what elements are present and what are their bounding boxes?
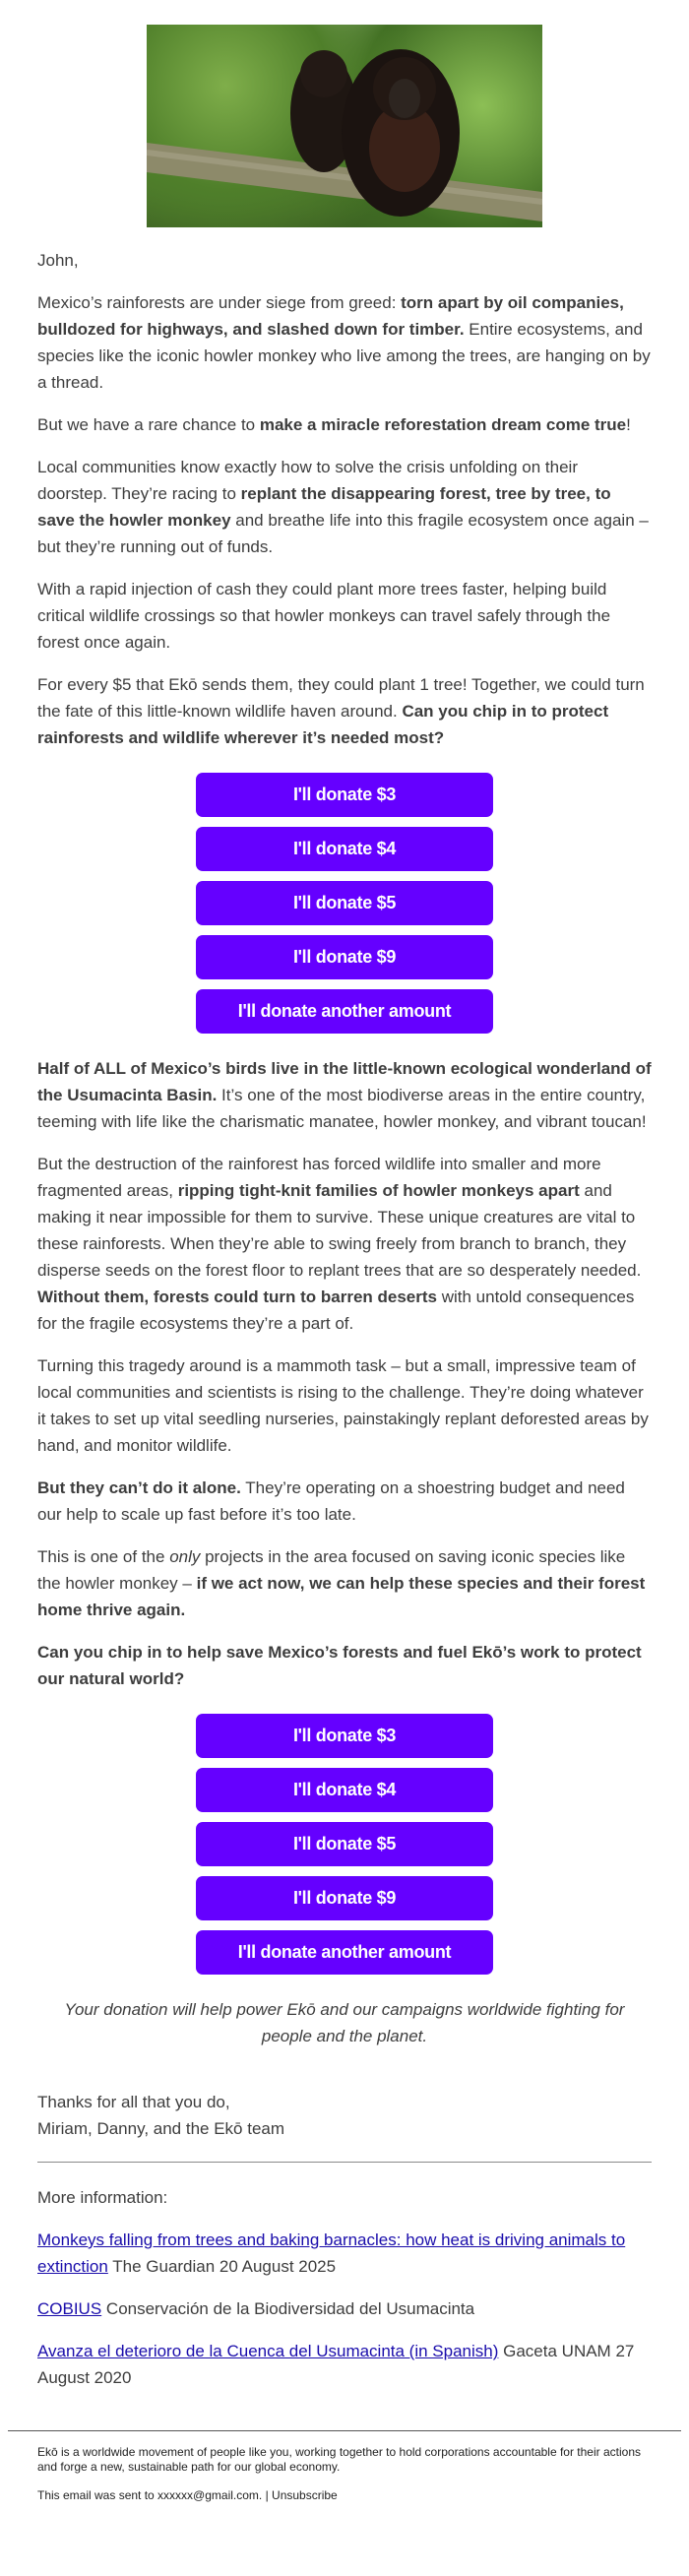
bold-text: But they can’t do it alone. (37, 1478, 241, 1497)
donate-buttons-group-1 (37, 773, 652, 1034)
paragraph (37, 1055, 652, 1135)
text: projects in the area focused on saving iconic species like the howler monkey – (37, 1547, 626, 1593)
bold-text: torn apart by oil companies, bulldozed for highways, and slashed down for timber. (37, 293, 624, 339)
more-info-item (37, 2338, 652, 2391)
paragraph: With a rapid injection of cash they could plant more trees faster, helping build critical wildlife crossings so that howler monkeys can travel safely through the forest once again. (37, 580, 611, 652)
donate-other-amount-button[interactable]: I'll donate another amount (196, 1930, 493, 1975)
text: They’re operating on a shoestring budget and need our help to scale up fast before it’s too late. (37, 1478, 625, 1524)
text: ! (626, 415, 631, 434)
signoff-line: Thanks for all that you do, (37, 2093, 230, 2111)
text: with untold consequences for the fragile ecosystems they’re a part of. (37, 1288, 635, 1333)
donate-3-button[interactable]: I'll donate $3 (196, 773, 493, 817)
more-info-item (37, 2227, 652, 2280)
bold-text: Without them, forests could turn to barren deserts (37, 1288, 437, 1306)
text: It’s one of the most biodiverse areas in the entire country, teeming with life like the charismatic manatee, howler monkey, and vibrant toucan! (37, 1086, 647, 1131)
text: and making it near impossible for them to survive. These unique creatures are vital to these rainforests. When they’re able to swing freely from branch to branch, they disperse seeds on the forest floor to replant trees that are so desperately needed. (37, 1181, 642, 1280)
footer (8, 2430, 681, 2576)
text: Local communities know exactly how to solve the crisis unfolding on their doorstep. They’re racing to (37, 458, 578, 503)
donate-5-button[interactable]: I'll donate $5 (196, 1822, 493, 1866)
more-info-item (37, 2295, 652, 2322)
donate-4-button[interactable]: I'll donate $4 (196, 1768, 493, 1812)
greeting: John, (37, 251, 79, 270)
source-text: Gaceta UNAM 27 August 2020 (37, 2342, 635, 2387)
italic-text: only (169, 1547, 201, 1566)
howler-monkey-photo (147, 25, 542, 227)
paragraph (37, 1639, 652, 1692)
bold-text: Can you chip in to help save Mexico’s forests and fuel Ekō’s work to protect our natural world? (37, 1643, 642, 1688)
more-info-heading: More information: (37, 2188, 168, 2207)
source-text: Conservación de la Biodiversidad del Usumacinta (101, 2299, 475, 2318)
paragraph (37, 289, 652, 396)
bold-text: ripping tight-knit families of howler monkeys apart (177, 1181, 580, 1200)
bold-text: make a miracle reforestation dream come true (259, 415, 627, 434)
paragraph (37, 1151, 652, 1337)
paragraph (37, 1543, 652, 1623)
donate-9-button[interactable]: I'll donate $9 (196, 1876, 493, 1920)
text: This is one of the (37, 1547, 170, 1566)
monkey-illustration (147, 25, 542, 227)
footer-about: Ekō is a worldwide movement of people like you, working together to hold corporations accountable for their actions and forge a new, sustainable path for our global economy. (37, 2445, 642, 2474)
donate-4-button[interactable]: I'll donate $4 (196, 827, 493, 871)
text: For every $5 that Ekō sends them, they could plant 1 tree! Together, we could turn the fate of this little-known wildlife haven around. (37, 675, 645, 721)
paragraph (37, 454, 652, 560)
bold-text: replant the disappearing forest, tree by tree, to save the howler monkey (37, 484, 611, 530)
text: Mexico’s rainforests are under siege from greed: (37, 293, 402, 312)
donation-tagline: Your donation will help power Ekō and our campaigns worldwide fighting for people and the planet. (64, 2000, 625, 2045)
source-text: The Guardian 20 August 2025 (107, 2257, 337, 2276)
bold-text: Half of ALL of Mexico’s birds live in the little-known ecological wonderland of the Usumacinta Basin. (37, 1059, 652, 1104)
text: But we have a rare chance to (37, 415, 260, 434)
signature: Miriam, Danny, and the Ekō team (37, 2119, 285, 2138)
bold-text: Can you chip in to protect rainforests and wildlife wherever it’s needed most? (37, 702, 609, 747)
donate-5-button[interactable]: I'll donate $5 (196, 881, 493, 925)
signoff (37, 2089, 652, 2142)
paragraph: Turning this tragedy around is a mammoth task – but a small, impressive team of local communities and scientists is rising to the challenge. They’re doing whatever it takes to set up vital seedling nurseries, painstakingly replant deforested areas by hand, and monitor wildlife. (37, 1356, 649, 1455)
sent-to-text: This email was sent to xxxxxx@gmail.com. | (37, 2488, 273, 2502)
donate-9-button[interactable]: I'll donate $9 (196, 935, 493, 979)
donate-buttons-group-2 (37, 1714, 652, 1975)
text: and breathe life into this fragile ecosystem once again – but they’re running out of funds. (37, 511, 649, 556)
unsubscribe-link[interactable]: Unsubscribe (272, 2488, 338, 2502)
divider (37, 2162, 652, 2163)
gaceta-unam-link[interactable]: Avanza el deterioro de la Cuenca del Usumacinta (in Spanish) (37, 2342, 499, 2360)
donate-3-button[interactable]: I'll donate $3 (196, 1714, 493, 1758)
footer-sent-to (37, 2488, 652, 2503)
paragraph (37, 671, 652, 751)
paragraph (37, 1475, 652, 1528)
text: But the destruction of the rainforest has forced wildlife into smaller and more fragmented areas, (37, 1155, 601, 1200)
paragraph (37, 411, 652, 438)
guardian-article-link[interactable]: Monkeys falling from trees and baking barnacles: how heat is driving animals to extinction (37, 2230, 626, 2276)
cobius-link[interactable]: COBIUS (37, 2299, 102, 2318)
bold-text: if we act now, we can help these species and their forest home thrive again. (37, 1574, 646, 1619)
donate-other-amount-button[interactable]: I'll donate another amount (196, 989, 493, 1034)
text: Entire ecosystems, and species like the iconic howler monkey who live among the trees, are hanging on by a thread. (37, 320, 651, 392)
